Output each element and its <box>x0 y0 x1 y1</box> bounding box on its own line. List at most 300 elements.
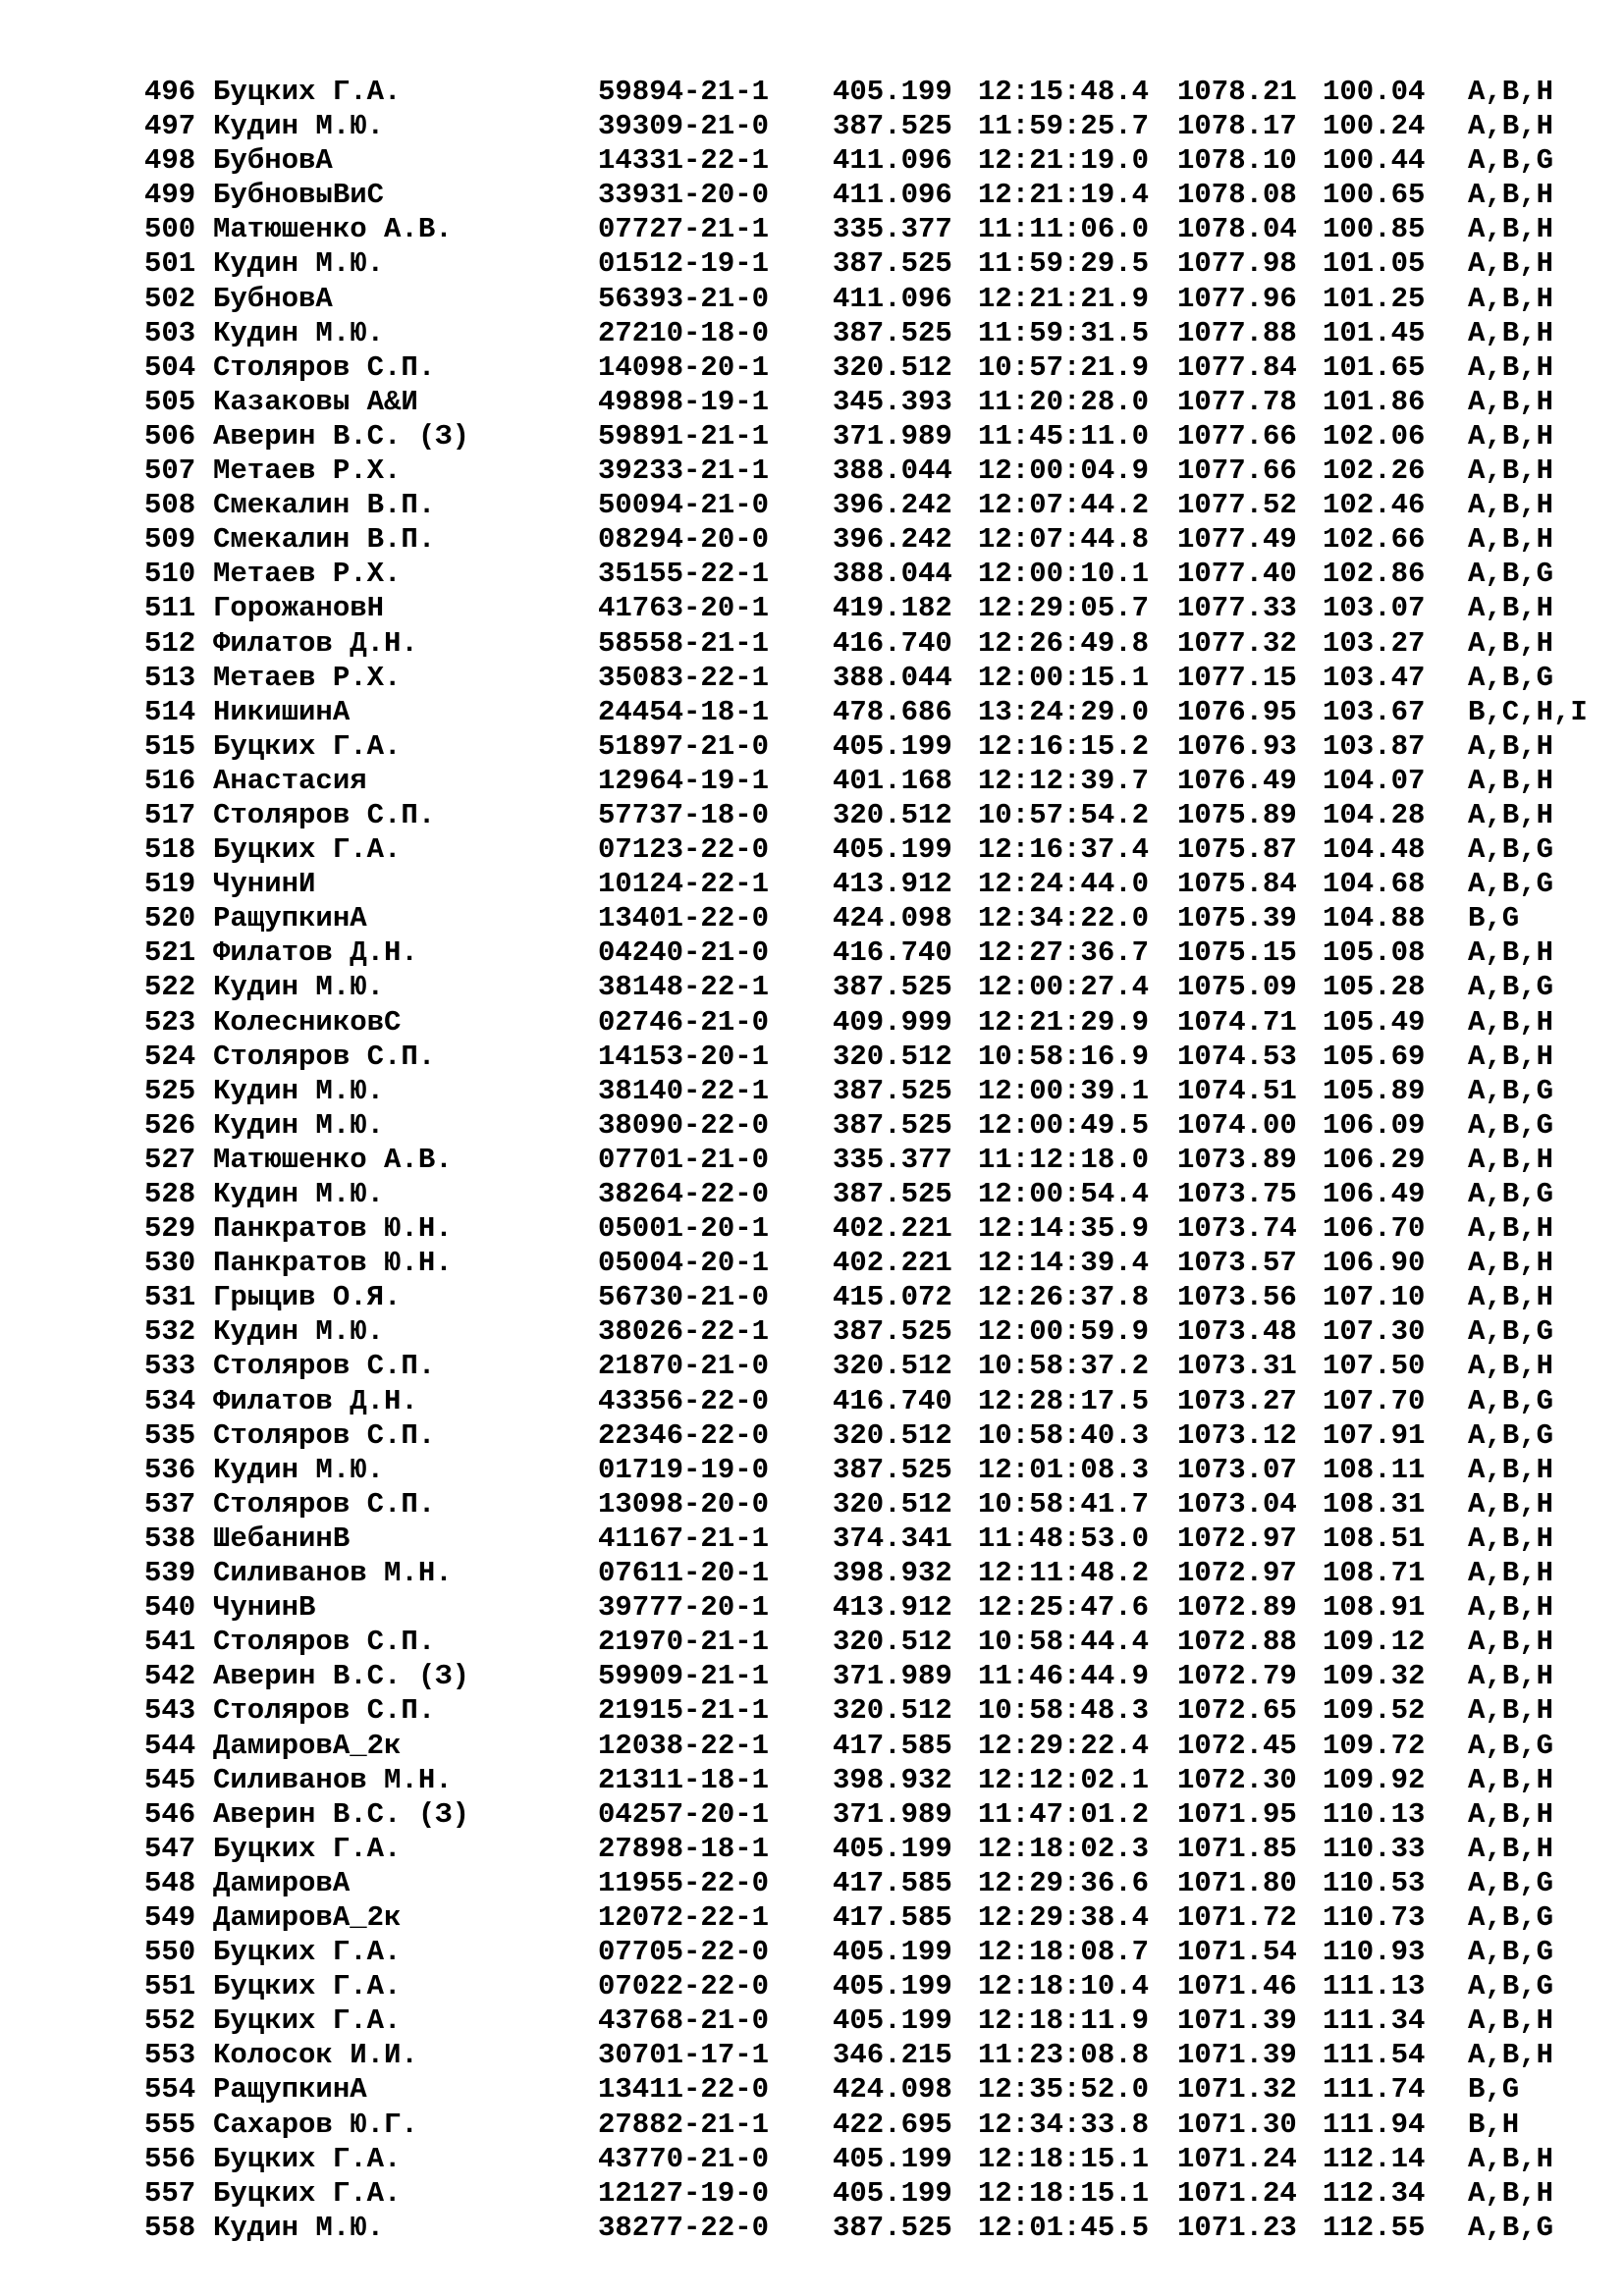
rank-cell: 538 <box>144 1522 196 1555</box>
speed-cell: 1074.00 <box>1177 1108 1297 1142</box>
classes-cell: A,B,H <box>1468 419 1554 453</box>
rank-cell: 540 <box>144 1591 196 1625</box>
speed-cell: 1077.49 <box>1177 523 1297 557</box>
coefficient-cell: 107.91 <box>1323 1418 1426 1452</box>
speed-cell: 1073.31 <box>1177 1350 1297 1383</box>
ring-number-cell: 38026-22-1 <box>598 1315 770 1349</box>
name-cell: Силиванов М.Н. <box>213 1763 453 1796</box>
ring-number-cell: 38090-22-0 <box>598 1108 770 1142</box>
classes-cell: A,B,H <box>1468 1694 1554 1728</box>
distance-cell: 320.512 <box>833 1418 952 1452</box>
arrival-time-cell: 11:46:44.9 <box>978 1660 1150 1693</box>
classes-cell: A,B,H <box>1468 2039 1554 2072</box>
ring-number-cell: 21870-21-0 <box>598 1350 770 1383</box>
classes-cell: A,B,H <box>1468 592 1554 625</box>
rank-cell: 514 <box>144 695 196 728</box>
arrival-time-cell: 12:01:45.5 <box>978 2211 1150 2244</box>
ring-number-cell: 07705-22-0 <box>598 1936 770 1969</box>
rank-cell: 549 <box>144 1900 196 1934</box>
coefficient-cell: 110.33 <box>1323 1832 1426 1865</box>
speed-cell: 1073.57 <box>1177 1247 1297 1280</box>
classes-cell: A,B,G <box>1468 1178 1554 1210</box>
name-cell: Метаев Р.Х. <box>213 661 402 694</box>
coefficient-cell: 105.89 <box>1323 1074 1426 1107</box>
distance-cell: 422.695 <box>833 2108 952 2141</box>
distance-cell: 371.989 <box>833 1797 952 1831</box>
name-cell: Кудин М.Ю. <box>213 247 385 281</box>
speed-cell: 1075.87 <box>1177 833 1297 867</box>
ring-number-cell: 12038-22-1 <box>598 1729 770 1762</box>
speed-cell: 1071.39 <box>1177 2039 1297 2072</box>
coefficient-cell: 105.69 <box>1323 1040 1426 1073</box>
classes-cell: A,B,H <box>1468 454 1554 488</box>
arrival-time-cell: 12:21:19.4 <box>978 179 1150 212</box>
name-cell: Матюшенко А.В. <box>213 213 453 246</box>
speed-cell: 1072.88 <box>1177 1626 1297 1659</box>
coefficient-cell: 106.09 <box>1323 1108 1426 1142</box>
rank-cell: 534 <box>144 1384 196 1417</box>
arrival-time-cell: 11:20:28.0 <box>978 385 1150 418</box>
ring-number-cell: 38264-22-0 <box>598 1178 770 1210</box>
ring-number-cell: 14331-22-1 <box>598 144 770 178</box>
name-cell: Столяров С.П. <box>213 1418 436 1452</box>
classes-cell: A,B,G <box>1468 144 1554 178</box>
distance-cell: 388.044 <box>833 454 952 488</box>
speed-cell: 1077.88 <box>1177 316 1297 349</box>
speed-cell: 1078.17 <box>1177 110 1297 143</box>
arrival-time-cell: 12:26:49.8 <box>978 626 1150 660</box>
arrival-time-cell: 12:16:15.2 <box>978 729 1150 763</box>
ring-number-cell: 41167-21-1 <box>598 1522 770 1555</box>
coefficient-cell: 101.05 <box>1323 247 1426 281</box>
classes-cell: A,B,G <box>1468 2211 1554 2244</box>
distance-cell: 335.377 <box>833 1143 952 1176</box>
speed-cell: 1077.66 <box>1177 419 1297 453</box>
classes-cell: B,G <box>1468 902 1520 935</box>
rank-cell: 529 <box>144 1212 196 1246</box>
name-cell: Аверин В.С. (З) <box>213 419 470 453</box>
classes-cell: A,B,H <box>1468 489 1554 522</box>
rank-cell: 511 <box>144 592 196 625</box>
arrival-time-cell: 12:26:37.8 <box>978 1281 1150 1314</box>
speed-cell: 1071.80 <box>1177 1866 1297 1899</box>
coefficient-cell: 100.85 <box>1323 213 1426 246</box>
coefficient-cell: 100.65 <box>1323 179 1426 212</box>
rank-cell: 505 <box>144 385 196 418</box>
rank-cell: 536 <box>144 1453 196 1486</box>
name-cell: Метаев Р.Х. <box>213 558 402 591</box>
arrival-time-cell: 12:21:21.9 <box>978 282 1150 315</box>
ring-number-cell: 58558-21-1 <box>598 626 770 660</box>
name-cell: Буцких Г.А. <box>213 76 402 108</box>
rank-cell: 547 <box>144 1832 196 1865</box>
coefficient-cell: 112.34 <box>1323 2176 1426 2210</box>
classes-cell: A,B,H <box>1468 1832 1554 1865</box>
classes-cell: A,B,H <box>1468 2176 1554 2210</box>
speed-cell: 1071.72 <box>1177 1900 1297 1934</box>
coefficient-cell: 104.07 <box>1323 764 1426 797</box>
rank-cell: 517 <box>144 798 196 831</box>
rank-cell: 499 <box>144 179 196 212</box>
arrival-time-cell: 10:58:48.3 <box>978 1694 1150 1728</box>
arrival-time-cell: 12:00:49.5 <box>978 1108 1150 1142</box>
ring-number-cell: 01512-19-1 <box>598 247 770 281</box>
name-cell: Матюшенко А.В. <box>213 1143 453 1176</box>
coefficient-cell: 108.31 <box>1323 1487 1426 1521</box>
distance-cell: 415.072 <box>833 1281 952 1314</box>
speed-cell: 1073.12 <box>1177 1418 1297 1452</box>
coefficient-cell: 110.73 <box>1323 1900 1426 1934</box>
arrival-time-cell: 11:23:08.8 <box>978 2039 1150 2072</box>
distance-cell: 411.096 <box>833 144 952 178</box>
speed-cell: 1073.89 <box>1177 1143 1297 1176</box>
coefficient-cell: 107.10 <box>1323 1281 1426 1314</box>
arrival-time-cell: 12:01:08.3 <box>978 1453 1150 1486</box>
rank-cell: 531 <box>144 1281 196 1314</box>
rank-cell: 512 <box>144 626 196 660</box>
classes-cell: A,B,G <box>1468 868 1554 901</box>
coefficient-cell: 109.92 <box>1323 1763 1426 1796</box>
rank-cell: 520 <box>144 902 196 935</box>
distance-cell: 413.912 <box>833 1591 952 1625</box>
coefficient-cell: 111.13 <box>1323 1970 1426 2003</box>
coefficient-cell: 112.14 <box>1323 2142 1426 2175</box>
distance-cell: 320.512 <box>833 1626 952 1659</box>
arrival-time-cell: 12:15:48.4 <box>978 76 1150 108</box>
classes-cell: A,B,H <box>1468 1660 1554 1693</box>
classes-cell: A,B,G <box>1468 1108 1554 1142</box>
name-cell: Казаковы А&И <box>213 385 418 418</box>
arrival-time-cell: 12:18:15.1 <box>978 2142 1150 2175</box>
name-cell: БубновА <box>213 144 333 178</box>
arrival-time-cell: 10:58:41.7 <box>978 1487 1150 1521</box>
classes-cell: A,B,H <box>1468 764 1554 797</box>
coefficient-cell: 110.53 <box>1323 1866 1426 1899</box>
name-cell: Филатов Д.Н. <box>213 936 418 970</box>
ring-number-cell: 41763-20-1 <box>598 592 770 625</box>
coefficient-cell: 106.70 <box>1323 1212 1426 1246</box>
name-cell: Столяров С.П. <box>213 1350 436 1383</box>
ring-number-cell: 39309-21-0 <box>598 110 770 143</box>
ring-number-cell: 35155-22-1 <box>598 558 770 591</box>
coefficient-cell: 100.04 <box>1323 76 1426 108</box>
name-cell: КолесниковС <box>213 1005 402 1039</box>
arrival-time-cell: 12:21:29.9 <box>978 1005 1150 1039</box>
distance-cell: 387.525 <box>833 2211 952 2244</box>
classes-cell: A,B,H <box>1468 2004 1554 2038</box>
speed-cell: 1077.32 <box>1177 626 1297 660</box>
coefficient-cell: 101.86 <box>1323 385 1426 418</box>
name-cell: БубновА <box>213 282 333 315</box>
ring-number-cell: 21915-21-1 <box>598 1694 770 1728</box>
speed-cell: 1071.85 <box>1177 1832 1297 1865</box>
speed-cell: 1077.78 <box>1177 385 1297 418</box>
rank-cell: 548 <box>144 1866 196 1899</box>
speed-cell: 1077.40 <box>1177 558 1297 591</box>
rank-cell: 526 <box>144 1108 196 1142</box>
speed-cell: 1075.84 <box>1177 868 1297 901</box>
name-cell: Кудин М.Ю. <box>213 1315 385 1349</box>
speed-cell: 1073.74 <box>1177 1212 1297 1246</box>
name-cell: Аверин В.С. (З) <box>213 1797 470 1831</box>
ring-number-cell: 13411-22-0 <box>598 2073 770 2107</box>
coefficient-cell: 101.65 <box>1323 350 1426 384</box>
ring-number-cell: 04240-21-0 <box>598 936 770 970</box>
distance-cell: 387.525 <box>833 1315 952 1349</box>
distance-cell: 405.199 <box>833 2004 952 2038</box>
ring-number-cell: 05001-20-1 <box>598 1212 770 1246</box>
distance-cell: 424.098 <box>833 2073 952 2107</box>
distance-cell: 478.686 <box>833 695 952 728</box>
distance-cell: 320.512 <box>833 798 952 831</box>
name-cell: Буцких Г.А. <box>213 2004 402 2038</box>
coefficient-cell: 102.46 <box>1323 489 1426 522</box>
coefficient-cell: 101.25 <box>1323 282 1426 315</box>
arrival-time-cell: 12:07:44.2 <box>978 489 1150 522</box>
name-cell: Столяров С.П. <box>213 1040 436 1073</box>
arrival-time-cell: 12:25:47.6 <box>978 1591 1150 1625</box>
name-cell: Силиванов М.Н. <box>213 1557 453 1590</box>
coefficient-cell: 101.45 <box>1323 316 1426 349</box>
coefficient-cell: 109.32 <box>1323 1660 1426 1693</box>
distance-cell: 345.393 <box>833 385 952 418</box>
classes-cell: A,B,H <box>1468 1626 1554 1659</box>
classes-cell: A,B,G <box>1468 1074 1554 1107</box>
coefficient-cell: 105.08 <box>1323 936 1426 970</box>
rank-cell: 530 <box>144 1247 196 1280</box>
speed-cell: 1076.95 <box>1177 695 1297 728</box>
ring-number-cell: 38277-22-0 <box>598 2211 770 2244</box>
classes-cell: A,B,H <box>1468 1487 1554 1521</box>
distance-cell: 411.096 <box>833 282 952 315</box>
coefficient-cell: 103.07 <box>1323 592 1426 625</box>
ring-number-cell: 57737-18-0 <box>598 798 770 831</box>
distance-cell: 424.098 <box>833 902 952 935</box>
speed-cell: 1071.95 <box>1177 1797 1297 1831</box>
speed-cell: 1071.24 <box>1177 2176 1297 2210</box>
speed-cell: 1071.23 <box>1177 2211 1297 2244</box>
rank-cell: 533 <box>144 1350 196 1383</box>
rank-cell: 502 <box>144 282 196 315</box>
ring-number-cell: 21970-21-1 <box>598 1626 770 1659</box>
coefficient-cell: 103.27 <box>1323 626 1426 660</box>
rank-cell: 524 <box>144 1040 196 1073</box>
name-cell: Буцких Г.А. <box>213 2142 402 2175</box>
rank-cell: 507 <box>144 454 196 488</box>
coefficient-cell: 102.66 <box>1323 523 1426 557</box>
arrival-time-cell: 12:16:37.4 <box>978 833 1150 867</box>
speed-cell: 1071.39 <box>1177 2004 1297 2038</box>
speed-cell: 1071.46 <box>1177 1970 1297 2003</box>
classes-cell: A,B,H <box>1468 110 1554 143</box>
arrival-time-cell: 11:12:18.0 <box>978 1143 1150 1176</box>
speed-cell: 1078.04 <box>1177 213 1297 246</box>
coefficient-cell: 107.50 <box>1323 1350 1426 1383</box>
ring-number-cell: 08294-20-0 <box>598 523 770 557</box>
rank-cell: 510 <box>144 558 196 591</box>
name-cell: Столяров С.П. <box>213 1694 436 1728</box>
rank-cell: 528 <box>144 1178 196 1210</box>
coefficient-cell: 105.28 <box>1323 971 1426 1004</box>
coefficient-cell: 107.30 <box>1323 1315 1426 1349</box>
classes-cell: A,B,H <box>1468 626 1554 660</box>
name-cell: Кудин М.Ю. <box>213 1108 385 1142</box>
rank-cell: 500 <box>144 213 196 246</box>
rank-cell: 506 <box>144 419 196 453</box>
coefficient-cell: 105.49 <box>1323 1005 1426 1039</box>
arrival-time-cell: 12:14:39.4 <box>978 1247 1150 1280</box>
ring-number-cell: 39233-21-1 <box>598 454 770 488</box>
arrival-time-cell: 11:48:53.0 <box>978 1522 1150 1555</box>
rank-cell: 555 <box>144 2108 196 2141</box>
distance-cell: 396.242 <box>833 523 952 557</box>
ring-number-cell: 24454-18-1 <box>598 695 770 728</box>
classes-cell: A,B,G <box>1468 1900 1554 1934</box>
rank-cell: 527 <box>144 1143 196 1176</box>
arrival-time-cell: 12:14:35.9 <box>978 1212 1150 1246</box>
ring-number-cell: 05004-20-1 <box>598 1247 770 1280</box>
speed-cell: 1075.09 <box>1177 971 1297 1004</box>
ring-number-cell: 33931-20-0 <box>598 179 770 212</box>
name-cell: НикишинА <box>213 695 351 728</box>
arrival-time-cell: 12:00:15.1 <box>978 661 1150 694</box>
classes-cell: A,B,G <box>1468 558 1554 591</box>
name-cell: Кудин М.Ю. <box>213 110 385 143</box>
coefficient-cell: 111.74 <box>1323 2073 1426 2107</box>
classes-cell: A,B,H <box>1468 179 1554 212</box>
ring-number-cell: 39777-20-1 <box>598 1591 770 1625</box>
speed-cell: 1076.93 <box>1177 729 1297 763</box>
distance-cell: 401.168 <box>833 764 952 797</box>
speed-cell: 1072.30 <box>1177 1763 1297 1796</box>
distance-cell: 419.182 <box>833 592 952 625</box>
arrival-time-cell: 12:18:10.4 <box>978 1970 1150 2003</box>
rank-cell: 518 <box>144 833 196 867</box>
distance-cell: 335.377 <box>833 213 952 246</box>
rank-cell: 543 <box>144 1694 196 1728</box>
classes-cell: A,B,G <box>1468 1384 1554 1417</box>
speed-cell: 1075.89 <box>1177 798 1297 831</box>
name-cell: Анастасия <box>213 764 367 797</box>
distance-cell: 405.199 <box>833 1936 952 1969</box>
arrival-time-cell: 10:57:21.9 <box>978 350 1150 384</box>
distance-cell: 387.525 <box>833 110 952 143</box>
classes-cell: A,B,H <box>1468 1522 1554 1555</box>
ring-number-cell: 50094-21-0 <box>598 489 770 522</box>
arrival-time-cell: 12:27:36.7 <box>978 936 1150 970</box>
ring-number-cell: 02746-21-0 <box>598 1005 770 1039</box>
classes-cell: A,B,H <box>1468 1212 1554 1246</box>
name-cell: Буцких Г.А. <box>213 833 402 867</box>
name-cell: Кудин М.Ю. <box>213 1178 385 1210</box>
arrival-time-cell: 11:59:25.7 <box>978 110 1150 143</box>
name-cell: Буцких Г.А. <box>213 1970 402 2003</box>
rank-cell: 557 <box>144 2176 196 2210</box>
ring-number-cell: 51897-21-0 <box>598 729 770 763</box>
classes-cell: A,B,H <box>1468 1281 1554 1314</box>
ring-number-cell: 12072-22-1 <box>598 1900 770 1934</box>
ring-number-cell: 07727-21-1 <box>598 213 770 246</box>
speed-cell: 1071.54 <box>1177 1936 1297 1969</box>
rank-cell: 525 <box>144 1074 196 1107</box>
distance-cell: 387.525 <box>833 1178 952 1210</box>
arrival-time-cell: 10:58:16.9 <box>978 1040 1150 1073</box>
ring-number-cell: 07123-22-0 <box>598 833 770 867</box>
classes-cell: A,B,H <box>1468 1557 1554 1590</box>
classes-cell: A,B,G <box>1468 1418 1554 1452</box>
distance-cell: 417.585 <box>833 1866 952 1899</box>
rank-cell: 508 <box>144 489 196 522</box>
arrival-time-cell: 12:00:39.1 <box>978 1074 1150 1107</box>
coefficient-cell: 104.28 <box>1323 798 1426 831</box>
coefficient-cell: 104.68 <box>1323 868 1426 901</box>
arrival-time-cell: 12:00:59.9 <box>978 1315 1150 1349</box>
arrival-time-cell: 12:00:27.4 <box>978 971 1150 1004</box>
arrival-time-cell: 12:24:44.0 <box>978 868 1150 901</box>
coefficient-cell: 104.48 <box>1323 833 1426 867</box>
coefficient-cell: 100.24 <box>1323 110 1426 143</box>
arrival-time-cell: 10:58:37.2 <box>978 1350 1150 1383</box>
arrival-time-cell: 13:24:29.0 <box>978 695 1150 728</box>
name-cell: Кудин М.Ю. <box>213 1453 385 1486</box>
ring-number-cell: 59891-21-1 <box>598 419 770 453</box>
arrival-time-cell: 11:11:06.0 <box>978 213 1150 246</box>
ring-number-cell: 56730-21-0 <box>598 1281 770 1314</box>
arrival-time-cell: 10:58:40.3 <box>978 1418 1150 1452</box>
name-cell: Буцких Г.А. <box>213 2176 402 2210</box>
distance-cell: 371.989 <box>833 1660 952 1693</box>
ring-number-cell: 14153-20-1 <box>598 1040 770 1073</box>
classes-cell: A,B,H <box>1468 1040 1554 1073</box>
rank-cell: 519 <box>144 868 196 901</box>
ring-number-cell: 59894-21-1 <box>598 76 770 108</box>
rank-cell: 497 <box>144 110 196 143</box>
speed-cell: 1075.15 <box>1177 936 1297 970</box>
distance-cell: 320.512 <box>833 1350 952 1383</box>
ring-number-cell: 27210-18-0 <box>598 316 770 349</box>
rank-cell: 523 <box>144 1005 196 1039</box>
ring-number-cell: 22346-22-0 <box>598 1418 770 1452</box>
classes-cell: A,B,H <box>1468 247 1554 281</box>
arrival-time-cell: 12:00:54.4 <box>978 1178 1150 1210</box>
coefficient-cell: 106.90 <box>1323 1247 1426 1280</box>
name-cell: Аверин В.С. (З) <box>213 1660 470 1693</box>
distance-cell: 320.512 <box>833 1487 952 1521</box>
classes-cell: A,B,G <box>1468 971 1554 1004</box>
speed-cell: 1076.49 <box>1177 764 1297 797</box>
distance-cell: 387.525 <box>833 1108 952 1142</box>
name-cell: ДамировА_2к <box>213 1900 402 1934</box>
ring-number-cell: 49898-19-1 <box>598 385 770 418</box>
arrival-time-cell: 12:12:02.1 <box>978 1763 1150 1796</box>
rank-cell: 496 <box>144 76 196 108</box>
ring-number-cell: 38140-22-1 <box>598 1074 770 1107</box>
rank-cell: 522 <box>144 971 196 1004</box>
coefficient-cell: 102.26 <box>1323 454 1426 488</box>
distance-cell: 371.989 <box>833 419 952 453</box>
distance-cell: 417.585 <box>833 1729 952 1762</box>
coefficient-cell: 109.52 <box>1323 1694 1426 1728</box>
ring-number-cell: 12964-19-1 <box>598 764 770 797</box>
rank-cell: 504 <box>144 350 196 384</box>
distance-cell: 320.512 <box>833 1694 952 1728</box>
speed-cell: 1078.10 <box>1177 144 1297 178</box>
classes-cell: A,B,H <box>1468 1591 1554 1625</box>
arrival-time-cell: 12:35:52.0 <box>978 2073 1150 2107</box>
arrival-time-cell: 10:57:54.2 <box>978 798 1150 831</box>
arrival-time-cell: 11:59:29.5 <box>978 247 1150 281</box>
distance-cell: 405.199 <box>833 1970 952 2003</box>
